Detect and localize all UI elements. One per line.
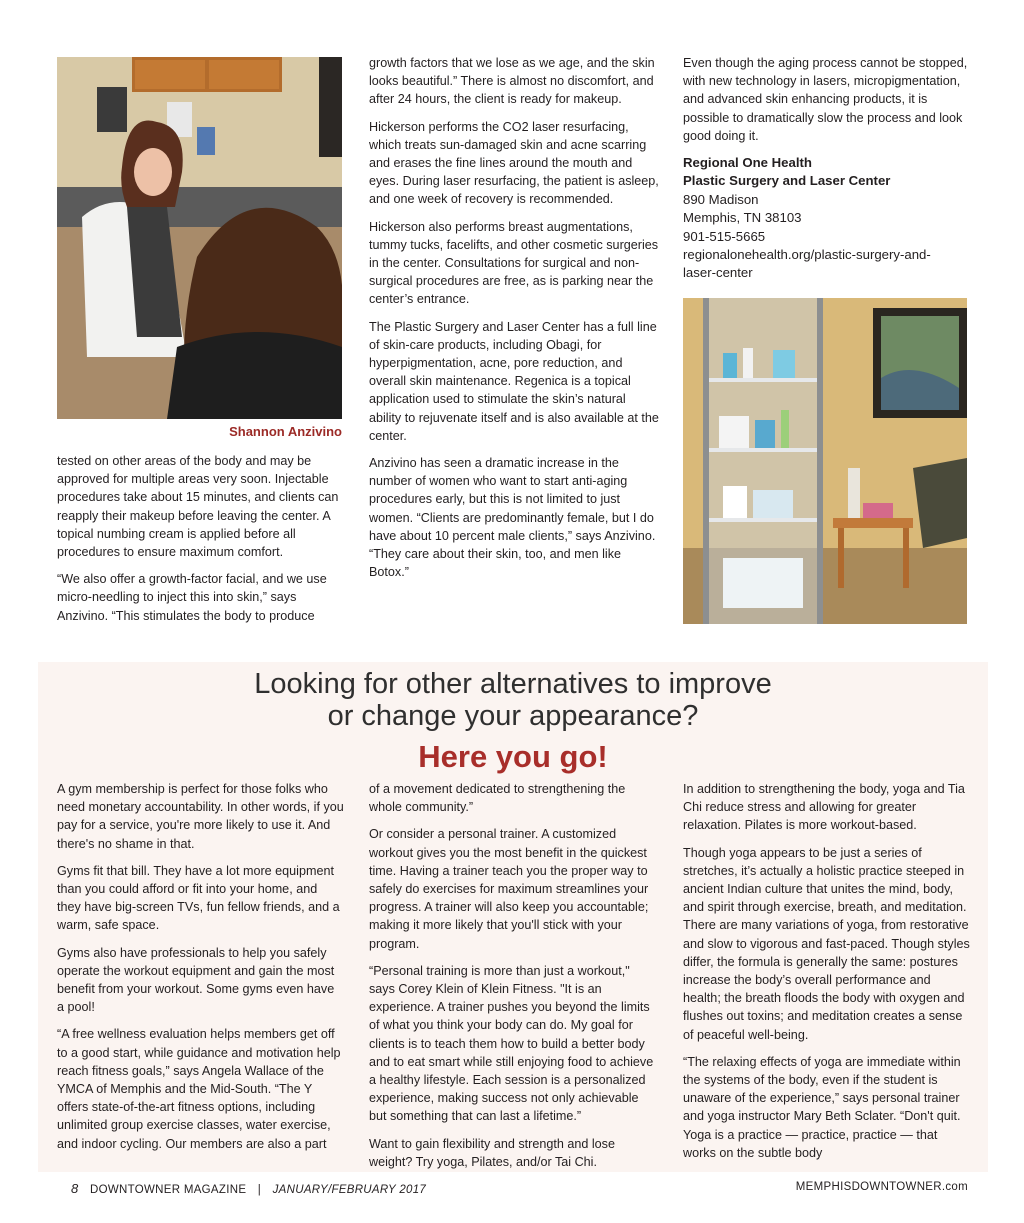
paragraph: Want to gain flexibility and strength and lose weight? Try yoga, Pilates, and/or Tai Chi. <box>369 1136 615 1169</box>
feature-heading <box>38 668 988 732</box>
top-column-2 <box>369 54 659 590</box>
contact-website-line2: laser-center <box>683 265 753 281</box>
paragraph: Hickerson also performs breast augmentations, tummy tucks, facelifts, and other cosmetic surgeries in the center. Consultations for surgical and non-surgical procedures are free, as is parking near the center’s entrance. <box>369 219 659 307</box>
paragraph: A gym membership is perfect for those folks who need monetary accountability. In other words, if you pay for a service, you're more likely to use it. And there's no shame in that. <box>57 782 344 851</box>
contact-phone: 901-515-5665 <box>683 228 766 244</box>
issue-date: JANUARY/FEBRUARY 2017 <box>272 1184 427 1196</box>
feature-column-3 <box>683 780 970 1171</box>
photo-showcase-illustration <box>683 298 967 624</box>
paragraph: In addition to strengthening the body, yoga and Tia Chi reduce stress and allowing for greater relaxation. Pilates is more workout-based. <box>683 782 965 833</box>
paragraph: Gyms fit that bill. They have a lot more equipment than you could afford or fit into your home, and they have big-screen TVs, fun fellow friends, and a warm, safe space. <box>57 863 340 933</box>
paragraph: Gyms also have professionals to help you safely operate the workout equipment and gain the most benefit from your workout. Some gyms even have a pool! <box>57 945 335 1015</box>
paragraph: Though yoga appears to be just a series of stretches, it’s actually a holistic practice steeped in ancient Indian culture that unites the mind, body, and spirit through exercise, breath, and meditation. There are many variations of yoga, from restorative and slow to vigorous and fast-paced. Though styles differ, the formula is generally the same: postures increase the body’s overall performance and health; the breath floods the body with oxygen and flushes out toxins; and meditation creates a sense of peaceful well-being. <box>683 845 970 1042</box>
paragraph: Even though the aging process cannot be stopped, with new technology in lasers, micropigmentation, and advanced skin enhancing products, it is possible to dramatically slow the process and look good doing it. <box>683 56 968 143</box>
photo-product-showcase <box>683 298 967 624</box>
feature-heading-line1: Looking for other alternatives to improve <box>254 668 772 700</box>
photo-caption: Shannon Anzivino <box>229 424 342 439</box>
paragraph: “The relaxing effects of yoga are immediate within the systems of the body, even if the student is unaware of the experience,” says personal trainer and yoga instructor Mary Beth Sclater. “Don't quit. Yoga is a practice — practice, practice — that works on the subtle body <box>683 1054 961 1160</box>
paragraph: “Personal training is more than just a workout," says Corey Klein of Klein Fitness. "It is an experience. A trainer pushes you beyond the limits of what you think your body can do. My goal for clients is to teach them how to build a better body and to eat smart while still enjoying food to achieve a healthy lifestyle. Each session is a personalized experience, making success not only achievable but something that can last a lifetime.” <box>369 963 654 1124</box>
magazine-name: DOWNTOWNER MAGAZINE <box>90 1184 247 1196</box>
photo-shannon-anzivino <box>57 57 342 419</box>
photo-shannon-illustration <box>57 57 342 419</box>
top-column-3 <box>683 54 970 283</box>
paragraph: Or consider a personal trainer. A customized workout gives you the most benefit in the quickest time. Having a trainer teach you the proper way to safely do exercises for maximum streamlines your progress. A trainer will also keep you accountable; making it more likely that you'll stick with your program. <box>369 827 649 951</box>
feature-column-2 <box>369 780 659 1180</box>
paragraph: growth factors that we lose as we age, and the skin looks beautiful.” There is almost no discomfort, and after 24 hours, the client is ready for makeup. <box>369 56 655 107</box>
paragraph: Hickerson performs the CO2 laser resurfacing, which treats sun-damaged skin and acne scarring and erases the fine lines around the mouth and eyes. During laser resurfacing, the patient is asleep, and one week of recovery is recommended. <box>369 119 659 207</box>
paragraph: “We also offer a growth-factor facial, and we use micro-needling to inject this into skin,” says Anzivino. “This stimulates the body to produce <box>57 572 327 623</box>
feature-column-1 <box>57 780 344 1162</box>
paragraph: of a movement dedicated to strengthening the whole community.” <box>369 782 626 815</box>
contact-website-line1: regionalonehealth.org/plastic-surgery-and- <box>683 247 931 263</box>
paragraph: “A free wellness evaluation helps members get off to a good start, while guidance and motivation help reach fitness goals,” says Angela Wallace of the YMCA of Memphis and the Mid-South. “The Y offers state-of-the-art fitness options, including unlimited group exercise classes, water exercise, and indoor cycling. Our members are also a part <box>57 1027 341 1151</box>
paragraph: tested on other areas of the body and may be approved for multiple areas very soon. Injectable procedures take about 15 minutes, and clients can reapply their makeup before leaving the center. A topical numbing cream is applied before all procedures to ensure maximum comfort. <box>57 454 339 560</box>
contact-address-line2: Memphis, TN 38103 <box>683 210 802 226</box>
contact-org-line1: Regional One Health <box>683 155 812 171</box>
contact-org-line2: Plastic Surgery and Laser Center <box>683 173 891 189</box>
footer-left <box>71 1181 426 1196</box>
contact-block <box>683 154 970 283</box>
footer-separator: | <box>257 1184 262 1196</box>
paragraph: The Plastic Surgery and Laser Center has a full line of skin-care products, including Obagi, for hyperpigmentation, acne, pore reduction, and overall skin maintenance. Regenica is a topical application used to stimulate the skin’s natural ability to rejuvenate itself and is also available at the center. <box>369 319 659 443</box>
top-column-1 <box>57 452 344 634</box>
contact-address-line1: 890 Madison <box>683 191 759 207</box>
page-number: 8 <box>71 1181 79 1196</box>
paragraph: Anzivino has seen a dramatic increase in the number of women who want to start anti-aging procedures early, but this is not limited to just women. “Clients are predominantly female, but I do have about 10 percent male clients,” says Anzivino. “They care about their skin, too, and men like Botox.” <box>369 456 656 580</box>
feature-heading-line2: or change your appearance? <box>327 700 699 732</box>
footer-website: MEMPHISDOWNTOWNER.com <box>795 1181 968 1193</box>
feature-subheading: Here you go! <box>418 739 608 774</box>
